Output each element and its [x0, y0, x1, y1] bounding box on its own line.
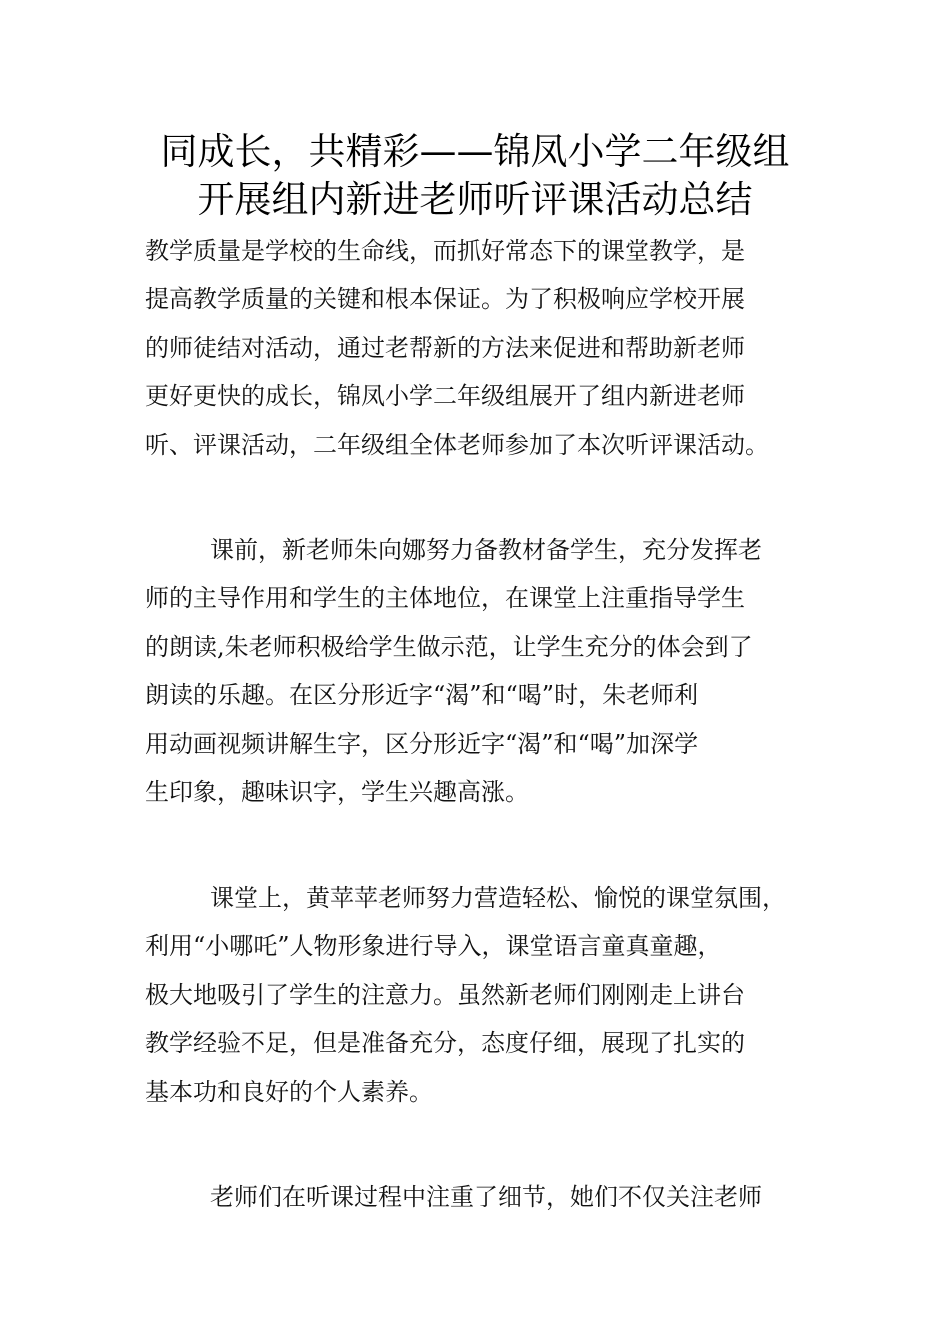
paragraph-3-line-4: 教学经验不足，但是准备充分，态度仔细，展现了扎实的	[145, 1029, 745, 1057]
paragraph-3-line-3: 极大地吸引了学生的注意力。虽然新老师们刚刚走上讲台	[145, 981, 745, 1009]
paragraph-3-line-1: 课堂上，黄苹苹老师努力营造轻松、愉悦的课堂氛围，	[210, 884, 786, 912]
paragraph-2-line-5: 用动画视频讲解生字，区分形近字“渴”和“喝”加深学	[145, 730, 699, 758]
paragraph-1-line-4: 更好更快的成长，锦凤小学二年级组展开了组内新进老师	[145, 382, 745, 410]
paragraph-2-line-6: 生印象，趣味识字，学生兴趣高涨。	[145, 778, 529, 806]
document-title-line-1: 同成长，共精彩——锦凤小学二年级组	[160, 130, 790, 173]
paragraph-2-line-3: 的朗读,朱老师积极给学生做示范，让学生充分的体会到了	[145, 633, 753, 661]
document-title-line-2: 开展组内新进老师听评课活动总结	[197, 178, 753, 221]
paragraph-3-line-5: 基本功和良好的个人素养。	[145, 1078, 433, 1106]
paragraph-1-line-2: 提高教学质量的关键和根本保证。为了积极响应学校开展	[145, 285, 745, 313]
paragraph-2-line-4: 朗读的乐趣。在区分形近字“渴”和“喝”时，朱老师利	[145, 681, 699, 709]
paragraph-3-line-2: 利用“小哪吒”人物形象进行导入，课堂语言童真童趣，	[145, 932, 722, 960]
paragraph-1-line-3: 的师徒结对活动，通过老帮新的方法来促进和帮助新老师	[145, 334, 745, 362]
paragraph-4-line-1: 老师们在听课过程中注重了细节，她们不仅关注老师	[210, 1183, 762, 1211]
paragraph-2-line-1: 课前，新老师朱向娜努力备教材备学生，充分发挥老	[210, 536, 762, 564]
paragraph-1-line-5: 听、评课活动，二年级组全体老师参加了本次听评课活动。	[145, 431, 769, 459]
paragraph-1-line-1: 教学质量是学校的生命线，而抓好常态下的课堂教学，是	[145, 237, 745, 265]
paragraph-2-line-2: 师的主导作用和学生的主体地位，在课堂上注重指导学生	[145, 584, 745, 612]
